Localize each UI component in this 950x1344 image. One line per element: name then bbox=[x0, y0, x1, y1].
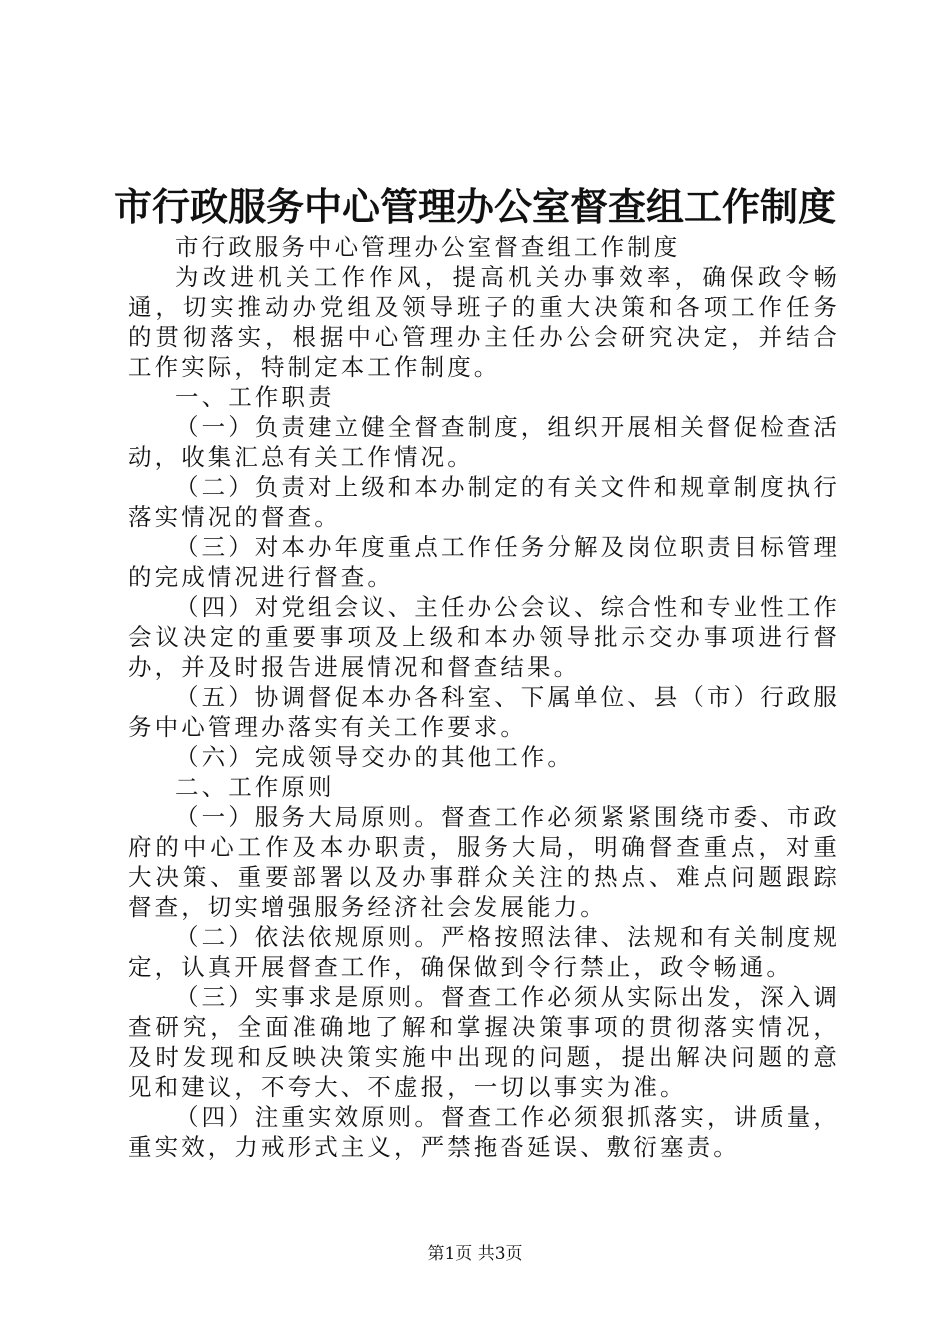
duty-item-4: （四）对党组会议、主任办公会议、综合性和专业性工作会议决定的重要事项及上级和本办领导批示交办事项进行督办，并及时报告进展情况和督查结果。 bbox=[128, 593, 840, 681]
intro-paragraph: 为改进机关工作作风，提高机关办事效率，确保政令畅通，切实推动办党组及领导班子的重大决策和各项工作任务的贯彻落实，根据中心管理办主任办公会研究决定，并结合工作实际，特制定本工作制度。 bbox=[128, 263, 840, 381]
duty-item-1: （一）负责建立健全督查制度，组织开展相关督促检查活动，收集汇总有关工作情况。 bbox=[128, 413, 840, 471]
subtitle-paragraph: 市行政服务中心管理办公室督查组工作制度 bbox=[175, 233, 681, 261]
duty-item-5: （五）协调督促本办各科室、下属单位、县（市）行政服务中心管理办落实有关工作要求。 bbox=[128, 683, 840, 741]
duty-item-2: （二）负责对上级和本办制定的有关文件和规章制度执行落实情况的督查。 bbox=[128, 473, 840, 531]
page-number-footer: 第1页 共3页 bbox=[427, 1244, 523, 1264]
section-heading-principles: 二、工作原则 bbox=[175, 773, 335, 801]
principle-item-4: （四）注重实效原则。督查工作必须狠抓落实，讲质量，重实效，力戒形式主义，严禁拖沓延误、敷衍塞责。 bbox=[128, 1103, 840, 1161]
principle-item-2: （二）依法依规原则。严格按照法律、法规和有关制度规定，认真开展督查工作，确保做到令行禁止，政令畅通。 bbox=[128, 923, 840, 981]
principle-item-1: （一）服务大局原则。督查工作必须紧紧围绕市委、市政府的中心工作及本办职责，服务大局，明确督查重点，对重大决策、重要部署以及办事群众关注的热点、难点问题跟踪督查，切实增强服务经济社会发展能力。 bbox=[128, 803, 840, 921]
duty-item-6: （六）完成领导交办的其他工作。 bbox=[175, 743, 574, 771]
document-body bbox=[128, 232, 840, 1162]
duty-item-3: （三）对本办年度重点工作任务分解及岗位职责目标管理的完成情况进行督查。 bbox=[128, 533, 840, 591]
section-heading-duties: 一、工作职责 bbox=[175, 383, 335, 411]
document-title: 市行政服务中心管理办公室督查组工作制度 bbox=[113, 184, 836, 229]
principle-item-3: （三）实事求是原则。督查工作必须从实际出发，深入调查研究，全面准确地了解和掌握决策事项的贯彻落实情况，及时发现和反映决策实施中出现的问题，提出解决问题的意见和建议，不夸大、不虚报，一切以事实为准。 bbox=[128, 983, 840, 1101]
